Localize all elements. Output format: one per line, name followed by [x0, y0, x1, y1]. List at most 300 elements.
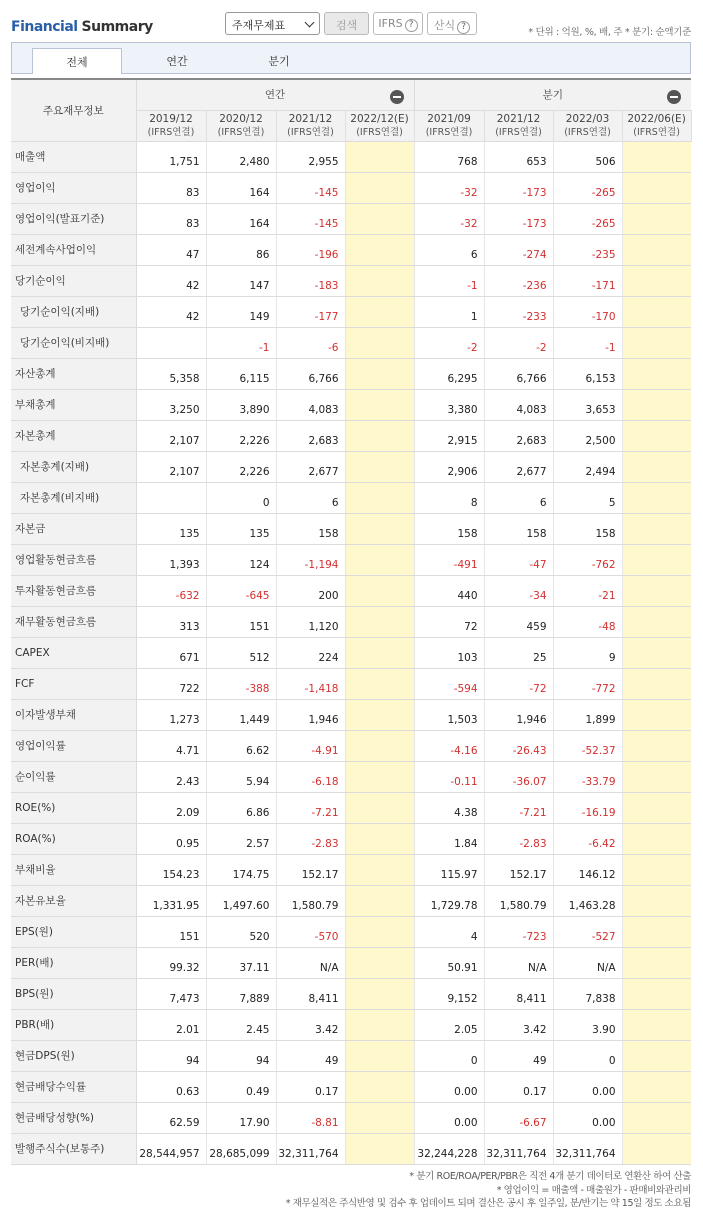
table-cell: 9,152	[414, 978, 484, 1009]
table-cell: 28,685,099	[206, 1133, 276, 1164]
table-cell: 0	[206, 482, 276, 513]
statement-type-value: 주재무제표	[232, 19, 286, 32]
estimate-cell	[622, 947, 691, 978]
search-button[interactable]: 검색	[324, 12, 369, 35]
row-label: 자본유보율	[11, 885, 136, 916]
table-cell: -6.67	[484, 1102, 553, 1133]
title-financial: Financial	[11, 19, 78, 35]
row-label: 세전계속사업이익	[11, 234, 136, 265]
tab-all[interactable]: 전체	[32, 48, 122, 74]
table-cell: 2,915	[414, 420, 484, 451]
table-cell: 8	[414, 482, 484, 513]
row-label: BPS(원)	[11, 978, 136, 1009]
question-icon: ?	[457, 21, 470, 34]
table-cell: 151	[206, 606, 276, 637]
column-header	[206, 110, 276, 141]
table-cell: -1,194	[276, 544, 345, 575]
table-cell: -388	[206, 668, 276, 699]
row-label: 영업이익(발표기준)	[11, 203, 136, 234]
table-cell: 49	[276, 1040, 345, 1071]
table-cell: -171	[553, 265, 622, 296]
table-cell: 0.00	[414, 1102, 484, 1133]
table-row	[11, 513, 691, 544]
table-cell: 152.17	[484, 854, 553, 885]
estimate-cell	[345, 234, 414, 265]
table-cell: 313	[136, 606, 206, 637]
table-cell: 2.57	[206, 823, 276, 854]
table-cell: 147	[206, 265, 276, 296]
table-row	[11, 668, 691, 699]
estimate-cell	[345, 544, 414, 575]
table-cell: 2,107	[136, 420, 206, 451]
table-cell: 0	[414, 1040, 484, 1071]
table-cell: 0.17	[484, 1071, 553, 1102]
column-period: 2020/12	[219, 112, 263, 125]
estimate-cell	[622, 389, 691, 420]
table-row	[11, 637, 691, 668]
table-cell: 0.95	[136, 823, 206, 854]
table-cell: -632	[136, 575, 206, 606]
estimate-cell	[622, 1102, 691, 1133]
estimate-cell	[345, 1133, 414, 1164]
estimate-cell	[345, 420, 414, 451]
table-cell: 0.00	[553, 1102, 622, 1133]
table-cell: 520	[206, 916, 276, 947]
table-cell: -491	[414, 544, 484, 575]
table-cell: 158	[553, 513, 622, 544]
page-title	[11, 19, 153, 35]
table-cell: -1	[414, 265, 484, 296]
top-bar	[0, 0, 703, 42]
table-cell: 653	[484, 141, 553, 172]
table-cell: 28,544,957	[136, 1133, 206, 1164]
table-row	[11, 141, 691, 172]
row-label: 자본총계(지배)	[11, 451, 136, 482]
table-cell: 154.23	[136, 854, 206, 885]
footnote: * 재무실적은 주식반영 및 검수 후 업데이트 되며 결산은 공시 후 일주일, 분/반기는 약 15일 정도 소요됨	[285, 1198, 691, 1209]
estimate-cell	[622, 792, 691, 823]
table-cell: 1,463.28	[553, 885, 622, 916]
table-cell: -723	[484, 916, 553, 947]
table-cell: 50.91	[414, 947, 484, 978]
table-cell: 440	[414, 575, 484, 606]
table-cell: -594	[414, 668, 484, 699]
row-label: 이자발생부채	[11, 699, 136, 730]
table-row	[11, 792, 691, 823]
estimate-cell	[622, 1009, 691, 1040]
table-cell: 3,890	[206, 389, 276, 420]
title-summary: Summary	[81, 19, 153, 35]
table-cell: 3.42	[276, 1009, 345, 1040]
table-cell: 2,107	[136, 451, 206, 482]
row-label: FCF	[11, 668, 136, 699]
column-header	[136, 110, 206, 141]
table-row	[11, 1071, 691, 1102]
table-cell: 2,683	[484, 420, 553, 451]
table-cell: -2	[414, 327, 484, 358]
table-cell: 1,331.95	[136, 885, 206, 916]
table-row	[11, 296, 691, 327]
table-row	[11, 854, 691, 885]
column-header	[484, 110, 553, 141]
ifrs-help-button[interactable]	[373, 12, 423, 35]
table-cell: 0.00	[414, 1071, 484, 1102]
estimate-cell	[345, 854, 414, 885]
row-label: 자산총계	[11, 358, 136, 389]
table-cell: 37.11	[206, 947, 276, 978]
estimate-cell	[345, 575, 414, 606]
estimate-cell	[622, 327, 691, 358]
table-row	[11, 420, 691, 451]
unit-note: * 단위 : 억원, %, 배, 주 * 분기: 순액기준	[528, 27, 691, 38]
table-cell: -6.42	[553, 823, 622, 854]
table-cell: 42	[136, 265, 206, 296]
table-cell: 7,838	[553, 978, 622, 1009]
question-icon: ?	[405, 19, 418, 32]
table-cell: -762	[553, 544, 622, 575]
column-period: 2019/12	[149, 112, 193, 125]
table-cell: -16.19	[553, 792, 622, 823]
table-cell: 124	[206, 544, 276, 575]
row-label: 자본총계	[11, 420, 136, 451]
row-label: 영업이익	[11, 172, 136, 203]
estimate-cell	[622, 513, 691, 544]
table-cell: 2,226	[206, 451, 276, 482]
row-label: 투자활동현금흐름	[11, 575, 136, 606]
row-label: 부채총계	[11, 389, 136, 420]
estimate-cell	[622, 141, 691, 172]
table-cell: 115.97	[414, 854, 484, 885]
column-period: 2021/09	[427, 112, 471, 125]
table-cell: 1,751	[136, 141, 206, 172]
table-cell: -177	[276, 296, 345, 327]
table-cell: 1,729.78	[414, 885, 484, 916]
table-cell: 2,683	[276, 420, 345, 451]
estimate-cell	[345, 761, 414, 792]
estimate-cell	[622, 1040, 691, 1071]
estimate-cell	[622, 823, 691, 854]
table-cell: -265	[553, 172, 622, 203]
table-cell: 32,311,764	[553, 1133, 622, 1164]
estimate-cell	[345, 947, 414, 978]
table-cell: -527	[553, 916, 622, 947]
table-cell: -7.21	[276, 792, 345, 823]
estimate-cell	[622, 203, 691, 234]
table-cell: 2,677	[276, 451, 345, 482]
estimate-cell	[345, 172, 414, 203]
table-row	[11, 234, 691, 265]
table-cell: 83	[136, 172, 206, 203]
row-label: 자본금	[11, 513, 136, 544]
table-row	[11, 761, 691, 792]
table-cell: 3,380	[414, 389, 484, 420]
table-cell: 32,311,764	[484, 1133, 553, 1164]
footnote: * 분기 ROE/ROA/PER/PBR은 직전 4개 분기 데이터로 연환산 하여 산출	[409, 1171, 691, 1182]
table-cell: 4,083	[276, 389, 345, 420]
estimate-cell	[622, 1071, 691, 1102]
table-cell: 17.90	[206, 1102, 276, 1133]
column-period: 2021/12	[496, 112, 541, 125]
table-cell: 1,503	[414, 699, 484, 730]
table-cell: 8,411	[276, 978, 345, 1009]
row-label: 당기순이익(비지배)	[11, 327, 136, 358]
group-quarter-header	[414, 79, 691, 110]
column-period: 2021/12	[288, 112, 333, 125]
estimate-cell	[622, 637, 691, 668]
tab-quarter[interactable]: 분기	[268, 55, 290, 68]
table-cell: 83	[136, 203, 206, 234]
table-cell: 1,393	[136, 544, 206, 575]
table-row	[11, 575, 691, 606]
table-cell: -7.21	[484, 792, 553, 823]
table-cell: 0	[553, 1040, 622, 1071]
table-cell: -173	[484, 172, 553, 203]
table-cell: -4.91	[276, 730, 345, 761]
table-cell: -32	[414, 172, 484, 203]
estimate-cell	[345, 513, 414, 544]
table-cell: 5	[553, 482, 622, 513]
ifrs-label: IFRS	[378, 17, 403, 30]
table-row	[11, 1009, 691, 1040]
table-cell: 94	[206, 1040, 276, 1071]
table-cell: 152.17	[276, 854, 345, 885]
estimate-cell	[345, 358, 414, 389]
table-cell: 32,244,228	[414, 1133, 484, 1164]
table-row	[11, 265, 691, 296]
estimate-cell	[345, 916, 414, 947]
row-label: 부채비율	[11, 854, 136, 885]
estimate-cell	[622, 916, 691, 947]
estimate-cell	[345, 327, 414, 358]
table-row	[11, 1102, 691, 1133]
estimate-cell	[345, 637, 414, 668]
chevron-down-icon	[305, 18, 315, 28]
row-label: 자본총계(비지배)	[11, 482, 136, 513]
row-label: CAPEX	[11, 637, 136, 668]
table-cell: -6	[276, 327, 345, 358]
table-cell: 1,497.60	[206, 885, 276, 916]
estimate-cell	[345, 1102, 414, 1133]
collapse-annual-icon[interactable]	[390, 90, 404, 104]
table-cell: 7,889	[206, 978, 276, 1009]
table-cell: 9	[553, 637, 622, 668]
table-cell: 512	[206, 637, 276, 668]
row-label: 재무활동현금흐름	[11, 606, 136, 637]
estimate-cell	[622, 885, 691, 916]
table-cell: 4,083	[484, 389, 553, 420]
column-basis: (IFRS연결)	[633, 126, 680, 138]
group-quarter-label: 분기	[542, 89, 563, 102]
estimate-cell	[345, 203, 414, 234]
group-annual-header	[136, 79, 414, 110]
table-cell: -1	[553, 327, 622, 358]
column-header	[622, 110, 691, 141]
table-cell: 158	[484, 513, 553, 544]
column-header	[553, 110, 622, 141]
table-cell: 47	[136, 234, 206, 265]
table-row	[11, 203, 691, 234]
table-cell: 6,153	[553, 358, 622, 389]
table-cell: -33.79	[553, 761, 622, 792]
row-label: 영업이익률	[11, 730, 136, 761]
table-row	[11, 699, 691, 730]
table-cell: 0.17	[276, 1071, 345, 1102]
column-basis: (IFRS연결)	[564, 126, 611, 138]
estimate-cell	[622, 482, 691, 513]
table-cell: 158	[276, 513, 345, 544]
table-cell: 149	[206, 296, 276, 327]
estimate-cell	[622, 575, 691, 606]
table-cell: 2.01	[136, 1009, 206, 1040]
table-row	[11, 947, 691, 978]
table-cell: -34	[484, 575, 553, 606]
table-cell: -0.11	[414, 761, 484, 792]
row-label: 현금배당성향(%)	[11, 1102, 136, 1133]
table-cell: 2,955	[276, 141, 345, 172]
table-cell: -32	[414, 203, 484, 234]
table-cell: N/A	[553, 947, 622, 978]
table-cell: 224	[276, 637, 345, 668]
table-cell: 3,653	[553, 389, 622, 420]
column-header	[276, 110, 345, 141]
table-cell: -48	[553, 606, 622, 637]
estimate-cell	[622, 699, 691, 730]
table-cell: 1,946	[484, 699, 553, 730]
table-cell: 86	[206, 234, 276, 265]
period-tabs	[11, 42, 691, 74]
estimate-cell	[345, 451, 414, 482]
table-cell: 1,273	[136, 699, 206, 730]
row-label: 당기순이익(지배)	[11, 296, 136, 327]
table-cell: 6,295	[414, 358, 484, 389]
table-cell: 164	[206, 203, 276, 234]
table-cell: 1,899	[553, 699, 622, 730]
table-cell: 32,311,764	[276, 1133, 345, 1164]
estimate-cell	[345, 1040, 414, 1071]
estimate-cell	[622, 420, 691, 451]
table-cell: 506	[553, 141, 622, 172]
estimate-cell	[622, 854, 691, 885]
collapse-quarter-icon[interactable]	[667, 90, 681, 104]
row-label: 순이익률	[11, 761, 136, 792]
table-row	[11, 482, 691, 513]
row-label: ROA(%)	[11, 823, 136, 854]
table-cell: 94	[136, 1040, 206, 1071]
table-cell: -1	[206, 327, 276, 358]
table-cell: -8.81	[276, 1102, 345, 1133]
table-cell: 1	[414, 296, 484, 327]
table-cell: 6,766	[484, 358, 553, 389]
estimate-cell	[622, 668, 691, 699]
estimate-cell	[345, 389, 414, 420]
table-cell: 164	[206, 172, 276, 203]
column-basis: (IFRS연결)	[217, 126, 265, 138]
table-row	[11, 606, 691, 637]
table-cell: -265	[553, 203, 622, 234]
table-cell: 135	[136, 513, 206, 544]
table-row	[11, 730, 691, 761]
column-basis: (IFRS연결)	[425, 126, 473, 138]
table-cell: 1,580.79	[484, 885, 553, 916]
estimate-cell	[622, 1133, 691, 1164]
row-label: ROE(%)	[11, 792, 136, 823]
table-cell: 4	[414, 916, 484, 947]
table-cell: 722	[136, 668, 206, 699]
estimate-cell	[345, 730, 414, 761]
table-cell: 25	[484, 637, 553, 668]
table-cell: 6.86	[206, 792, 276, 823]
table-cell: 158	[414, 513, 484, 544]
table-row	[11, 885, 691, 916]
column-header	[345, 110, 414, 141]
row-label: 매출액	[11, 141, 136, 172]
estimate-cell	[345, 978, 414, 1009]
table-cell: 6,766	[276, 358, 345, 389]
table-cell: -145	[276, 203, 345, 234]
table-row	[11, 823, 691, 854]
column-header	[414, 110, 484, 141]
row-label: EPS(원)	[11, 916, 136, 947]
estimate-cell	[345, 699, 414, 730]
table-cell: 1.84	[414, 823, 484, 854]
estimate-cell	[622, 606, 691, 637]
table-cell: 768	[414, 141, 484, 172]
table-cell: 0.49	[206, 1071, 276, 1102]
table-cell: 1,580.79	[276, 885, 345, 916]
table-cell: -235	[553, 234, 622, 265]
estimate-cell	[345, 606, 414, 637]
table-cell: -72	[484, 668, 553, 699]
table-row	[11, 978, 691, 1009]
table-cell: 6	[414, 234, 484, 265]
table-cell: 62.59	[136, 1102, 206, 1133]
table-cell: 151	[136, 916, 206, 947]
row-label: 영업활동현금흐름	[11, 544, 136, 575]
table-cell	[136, 482, 206, 513]
table-cell: -233	[484, 296, 553, 327]
column-basis: (IFRS연결)	[287, 126, 334, 138]
table-cell: 3.42	[484, 1009, 553, 1040]
table-row	[11, 1040, 691, 1071]
table-cell: -772	[553, 668, 622, 699]
statement-type-select[interactable]	[225, 12, 320, 35]
table-cell: 2,500	[553, 420, 622, 451]
estimate-cell	[622, 172, 691, 203]
table-cell: 1,449	[206, 699, 276, 730]
table-cell: 5.94	[206, 761, 276, 792]
table-cell: -26.43	[484, 730, 553, 761]
table-cell: 2.45	[206, 1009, 276, 1040]
table-cell: -2.83	[484, 823, 553, 854]
table-cell	[136, 327, 206, 358]
row-label: 현금DPS(원)	[11, 1040, 136, 1071]
table-cell: -274	[484, 234, 553, 265]
estimate-cell	[622, 296, 691, 327]
table-cell: -196	[276, 234, 345, 265]
table-cell: 4.71	[136, 730, 206, 761]
footnote: * 영업이익 = 매출액 - 매출원가 - 판매비와관리비	[496, 1184, 691, 1196]
table-cell: N/A	[484, 947, 553, 978]
formula-help-button[interactable]	[427, 12, 477, 35]
column-period: 2022/06(E)	[627, 112, 686, 125]
estimate-cell	[622, 265, 691, 296]
table-row	[11, 358, 691, 389]
estimate-cell	[345, 885, 414, 916]
estimate-cell	[345, 1071, 414, 1102]
column-basis: (IFRS연결)	[495, 126, 542, 138]
tab-annual[interactable]: 연간	[166, 55, 188, 68]
table-cell: -36.07	[484, 761, 553, 792]
